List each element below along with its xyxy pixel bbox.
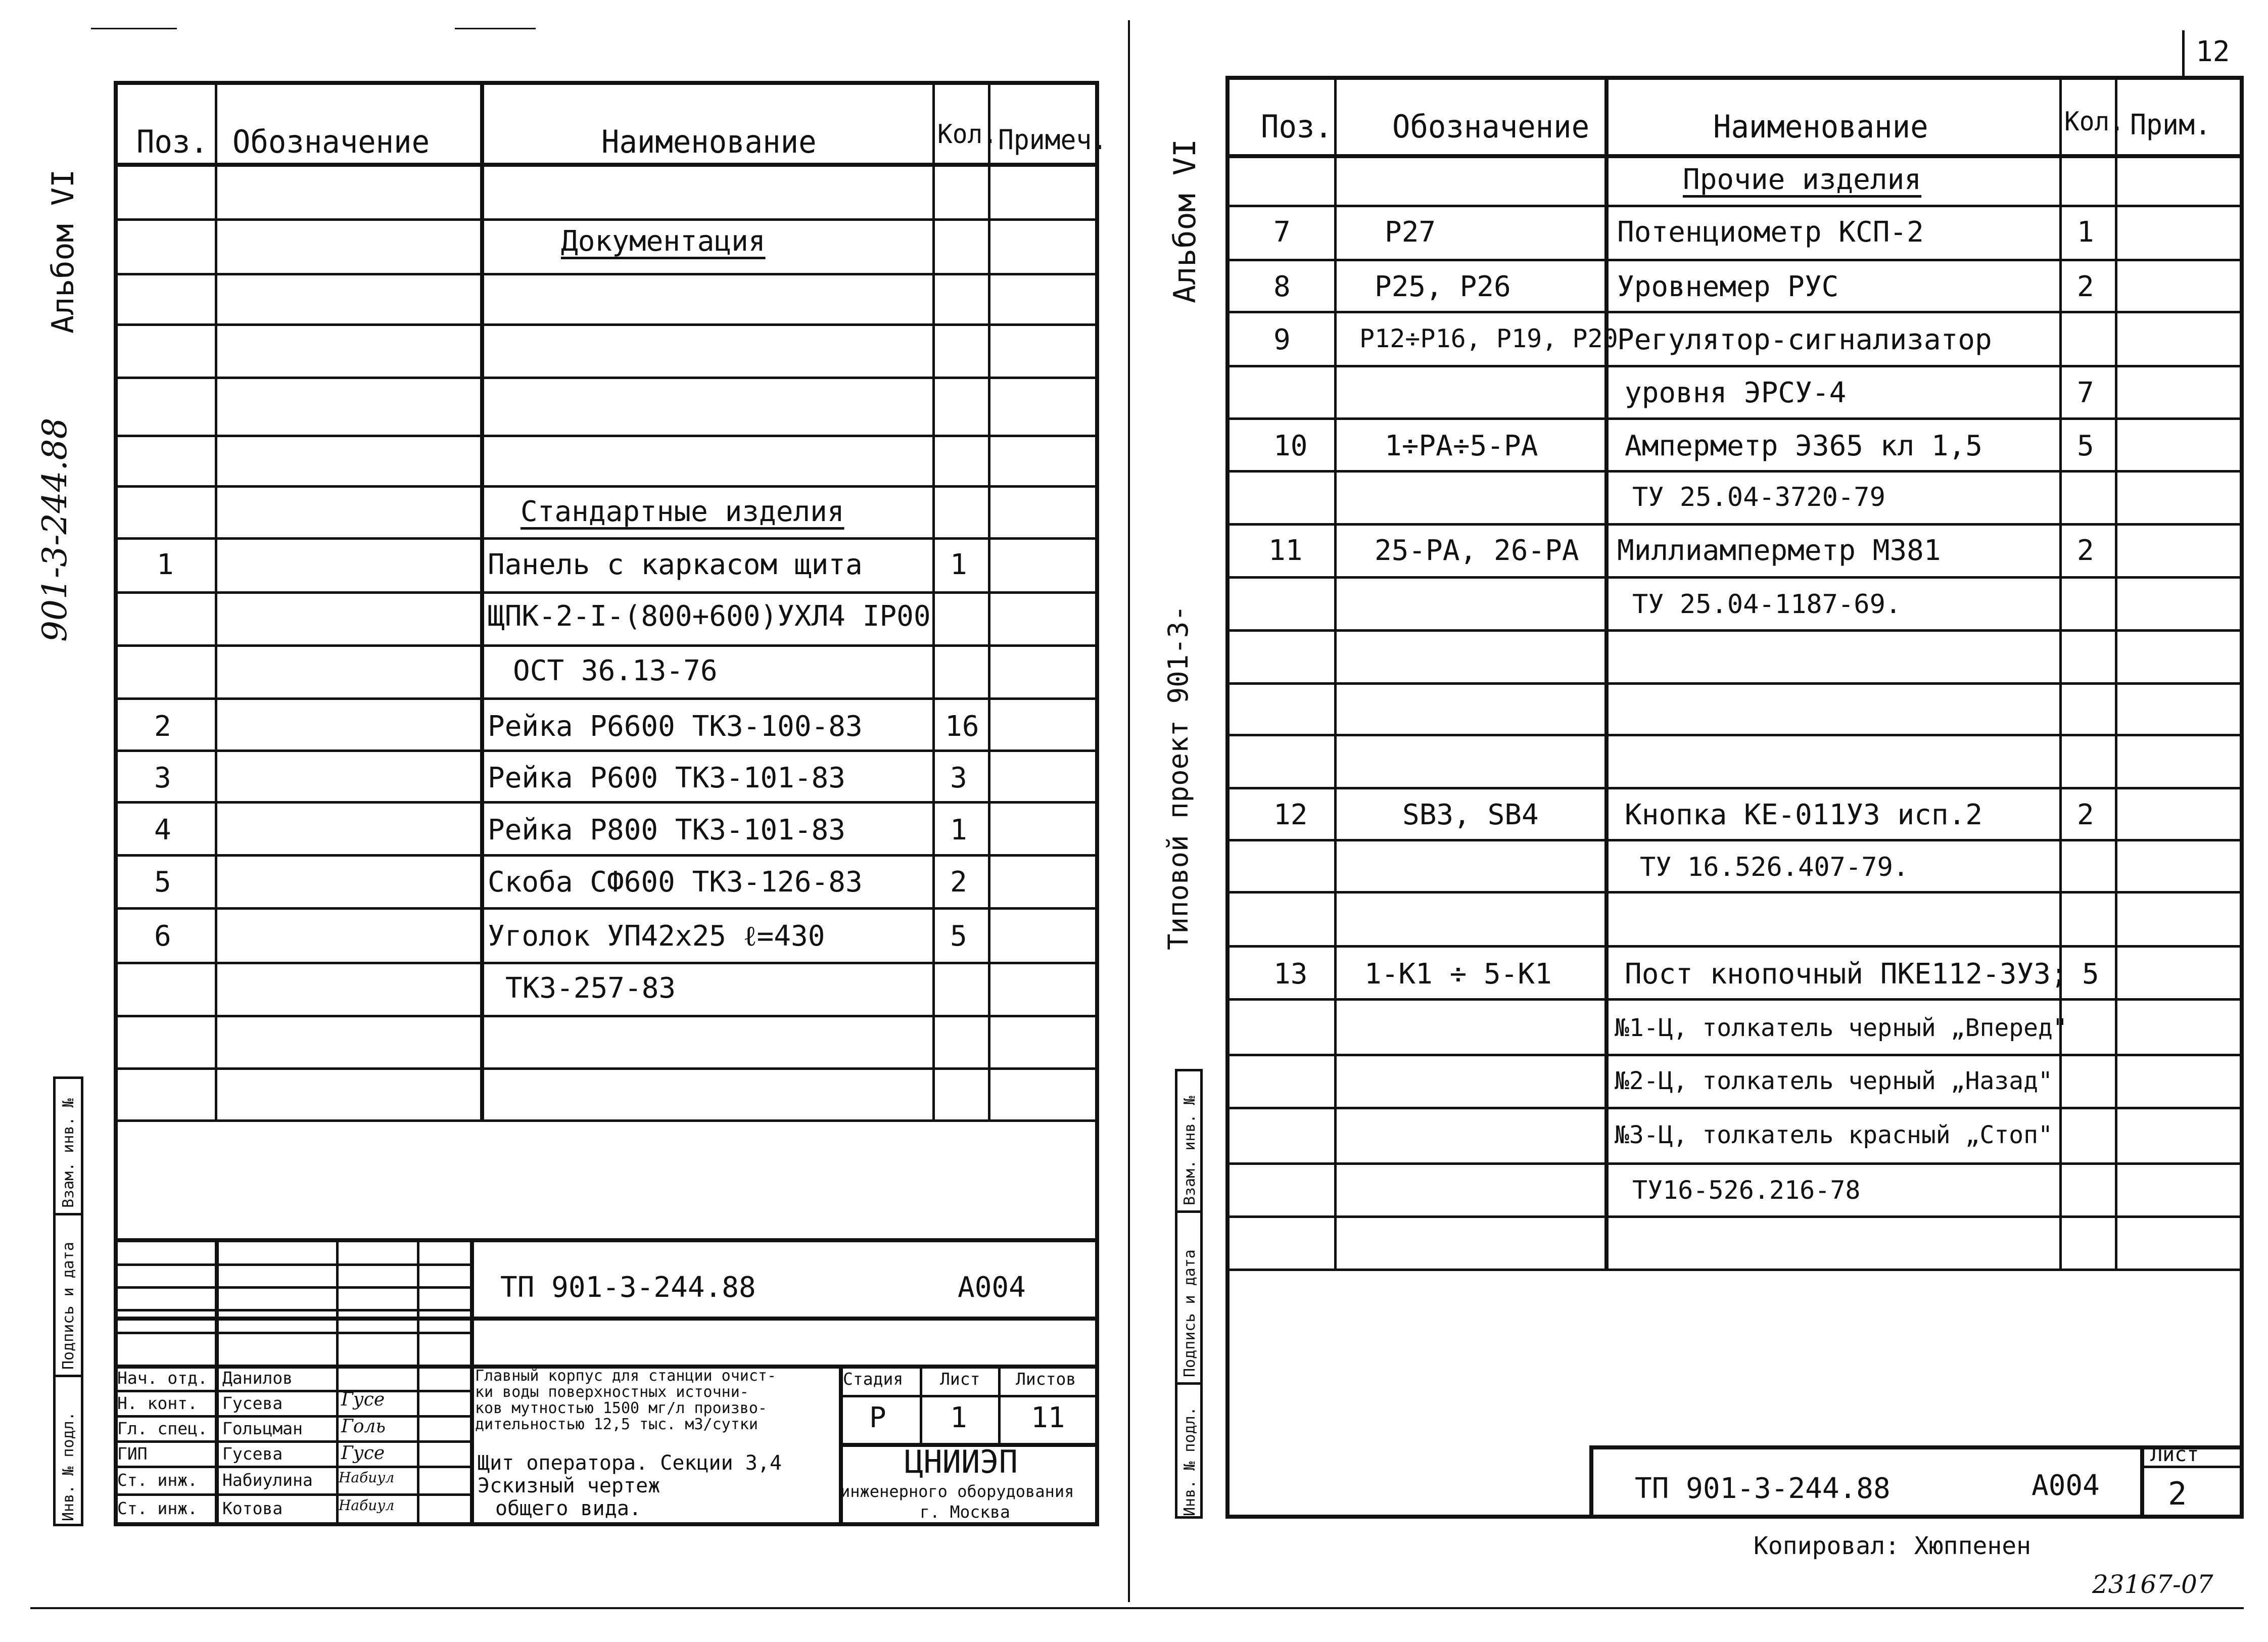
right-row-name: Уровнемер РУС [1617,270,1839,303]
tb-sheet: 2 [2168,1475,2187,1512]
right-row-designation: SB3, SB4 [1402,799,1539,831]
tb-col [839,1365,843,1526]
left-row-name: Уголок УП42х25 ℓ=430 [488,920,825,953]
left-row-name: ОСТ 36.13-76 [513,654,718,687]
left-row-line [114,218,1099,221]
right-row-designation: 1-К1 ÷ 5-К1 [1364,958,1552,991]
left-row-pos: 4 [154,814,171,847]
left-row-name: Рейка Р6600 ТКЗ-100-83 [488,710,863,743]
side-stamp-line [1175,1382,1203,1385]
left-row-line [114,962,1099,964]
tb-col [998,1365,1001,1443]
right-row-name: ТУ16-526.216-78 [1632,1176,1861,1205]
right-row-pos: 9 [1273,323,1291,356]
right-row-qty: 5 [2077,430,2094,462]
right-row-line [1225,1215,2244,1218]
left-row-line [114,854,1099,857]
tb-org: ЦНИИЭП [905,1443,1018,1480]
left-header-note: Примеч. [998,124,1108,156]
left-row-pos: 3 [154,762,171,794]
side-stamp-label: Инв. № подл. [60,1412,77,1521]
left-header-line [114,163,1099,167]
copied-by: Копировал: Хюппенен [1754,1532,2031,1560]
right-row-name: Миллиамперметр М381 [1617,534,1941,567]
left-row-name: ТКЗ-257-83 [505,972,676,1005]
tb-project-title: ков мутностью 1500 мг/л произво- [475,1399,767,1417]
right-col-line [1334,76,1337,1269]
right-row-qty: 1 [2077,216,2094,249]
right-row-line [1225,839,2244,841]
left-header-pos: Поз. [136,123,208,160]
vertical-project-code: 901-3-244.88 [35,417,74,642]
left-row-name: ЩПК-2-I-(800+600)УХЛ4 IP00 [488,600,931,633]
tb-sheets-label: Листов [1016,1369,1076,1389]
left-row-name: Рейка Р600 ТКЗ-101-83 [488,762,846,794]
left-row-qty: 1 [950,814,967,847]
side-stamp-line [53,1375,83,1377]
right-row-line [1225,1162,2244,1165]
left-row-qty: 2 [950,866,967,899]
right-row-line [1225,682,2244,685]
right-row-line [1225,1269,2244,1271]
tb-sheet-title: общего вида. [495,1497,641,1520]
right-row-name: уровня ЭРСУ-4 [1625,377,1847,409]
left-row-line [114,537,1099,540]
tb-person: Гусева [222,1393,283,1413]
right-row-pos: 10 [1273,430,1308,462]
bottom-edge-line [30,1607,2244,1609]
tb-person: Котова [222,1498,283,1518]
left-row-qty: 16 [945,710,979,743]
left-row-line [114,377,1099,379]
tb-sheet-label: Лист [940,1369,980,1389]
left-header-qty: Кол. [937,119,998,150]
archive-number: 23167-07 [2092,1570,2213,1599]
signature: Гусе [341,1443,385,1464]
album-label-left: Альбом VI [45,169,81,334]
left-row-line [114,697,1099,700]
tb-col [215,1238,219,1526]
right-row-line [1225,523,2244,526]
center-fold-line [1128,20,1130,1602]
right-row-qty: 2 [2077,270,2094,303]
left-row-line [114,749,1099,752]
tb-code: ТП 901-3-244.88 [1635,1472,1891,1505]
left-row-name: Рейка Р800 ТКЗ-101-83 [488,814,846,847]
tb-project-title: ки воды поверхностных источни- [475,1383,749,1401]
right-header-designation: Обозначение [1392,108,1590,145]
vertical-project-label: Типовой проект 901-3- [1162,605,1194,950]
top-edge-mark-2 [455,28,536,29]
tb-sheet-label: Лист [2150,1443,2199,1466]
tb-role: Нач. отд. [117,1368,208,1388]
right-row-line [1225,311,2244,313]
top-edge-mark [91,28,177,29]
left-row-line [114,1067,1099,1070]
left-row-qty: 5 [950,920,967,953]
tb-org-sub: инженерного оборудования [840,1482,1074,1501]
left-row-line [114,435,1099,437]
left-row-pos: 2 [154,710,171,743]
tb-person: Набиулина [222,1470,313,1490]
signature: Гусе [341,1389,385,1410]
left-row-line [114,907,1099,910]
right-row-qty: 7 [2077,377,2094,409]
right-row-line [1225,945,2244,948]
left-row-line [114,644,1099,647]
side-stamp-label: Взам. инв. № [1181,1096,1199,1205]
right-row-name: ТУ 16.526.407-79. [1640,852,1909,882]
right-row-name: ТУ 25.04-3720-79 [1632,482,1885,512]
tb-role: Гл. спец. [117,1419,208,1438]
tb-line [114,1238,1099,1242]
tb-col [920,1365,922,1443]
side-stamp-label: Подпись и дата [60,1242,77,1370]
right-row-line [1225,629,2244,632]
signature: Набиул [339,1497,395,1514]
right-col-line [2115,76,2117,1269]
tb-org-city: г. Москва [920,1502,1010,1522]
right-row-designation: Р27 [1385,216,1436,249]
tb-sheet-title: Эскизный чертеж [478,1474,660,1497]
right-row-name: Регулятор-сигнализатор [1617,323,1992,356]
right-row-name: Кнопка КЕ-011У3 исп.2 [1625,799,1983,831]
left-row-name: Скоба СФ600 ТКЗ-126-83 [488,866,863,899]
tb-col [1589,1445,1593,1519]
right-row-name: Потенциометр КСП-2 [1617,216,1924,249]
signature: Голь [341,1416,386,1437]
left-row-qty: 3 [950,762,967,794]
tb-col [417,1238,419,1526]
tb-person: Данилов [222,1368,293,1388]
tb-col [470,1238,474,1526]
left-row-line [114,801,1099,804]
tb-project-title: дительностью 12,5 тыс. м3/сутки [475,1416,758,1433]
left-row-line [114,1119,1099,1122]
right-header-pos: Поз. [1261,108,1333,145]
tb-album: А004 [2031,1469,2100,1502]
right-col-line [1604,76,1609,1269]
right-row-line [1225,1107,2244,1109]
tb-person: Гусева [222,1444,283,1464]
tb-sheet: 1 [950,1401,967,1434]
right-row-name: №2-Ц, толкатель черный „Назад" [1615,1067,2053,1095]
side-stamp-label: Взам. инв. № [60,1098,77,1208]
right-row-designation: Р12÷Р16, Р19, Р20 [1359,324,1618,353]
right-row-name: №3-Ц, толкатель красный „Стоп" [1615,1121,2053,1149]
tb-person: Гольцман [222,1419,303,1438]
right-row-name: Пост кнопочный ПКЕ112-3У3; [1625,958,2068,991]
right-header-qty: Кол. [2064,107,2124,137]
tb-line [839,1395,1099,1397]
side-stamp-line [1175,1210,1203,1213]
left-row-name: Документация [561,225,766,258]
right-header-name: Наименование [1713,108,1928,145]
left-row-pos: 6 [154,920,171,953]
signature: Набиул [339,1469,395,1486]
album-label-right: Альбом VI [1167,138,1203,303]
tb-line [1589,1445,2244,1449]
right-row-line [1225,891,2244,894]
left-row-qty: 1 [950,548,967,581]
right-header-line [1225,154,2244,158]
left-row-pos: 5 [154,866,171,899]
right-row-name: №1-Ц, толкатель черный „Вперед" [1615,1014,2067,1042]
left-row-name: Панель с каркасом щита [488,548,863,581]
left-row-line [114,485,1099,488]
tb-role: Ст. инж. [117,1470,198,1490]
left-row-line [114,1015,1099,1017]
right-row-line [1225,576,2244,579]
tb-stage-label: Стадия [843,1369,904,1389]
tb-line [114,1317,1099,1321]
right-col-line [2059,76,2062,1269]
tb-project-title: Главный корпус для станции очист- [475,1367,777,1385]
left-row-line [114,591,1099,594]
right-row-name: Прочие изделия [1683,163,1922,196]
left-row-line [114,273,1099,275]
right-row-line [1225,787,2244,789]
right-row-pos: 8 [1273,270,1291,303]
right-row-line [1225,205,2244,207]
right-row-line [1225,1054,2244,1056]
left-row-pos: 1 [157,548,174,581]
tb-role: Н. конт. [117,1393,198,1413]
tb-role: ГИП [117,1444,148,1464]
page-number: 12 [2196,35,2230,68]
tb-col [2140,1445,2144,1519]
right-row-line [1225,417,2244,420]
right-row-line [1225,470,2244,473]
right-row-line [1225,734,2244,736]
right-row-pos: 7 [1273,216,1291,249]
right-header-note: Прим. [2130,109,2211,142]
tb-code: ТП 901-3-244.88 [500,1271,756,1304]
right-row-name: Амперметр Э365 кл 1,5 [1625,430,1983,462]
right-row-qty: 2 [2077,799,2094,831]
left-header-designation: Обозначение [232,123,430,160]
right-row-designation: Р25, Р26 [1375,270,1511,303]
right-row-name: ТУ 25.04-1187-69. [1632,589,1902,620]
side-stamp-label: Подпись и дата [1181,1249,1199,1377]
right-row-qty: 5 [2082,958,2099,991]
right-row-designation: 25-РА, 26-РА [1375,534,1579,567]
right-row-line [1225,998,2244,1001]
right-row-line [1225,365,2244,367]
right-row-line [1225,259,2244,261]
right-row-pos: 13 [1273,958,1308,991]
side-stamp-label: Инв. № подл. [1181,1406,1199,1516]
right-row-qty: 2 [2077,534,2094,567]
left-header-name: Наименование [601,123,817,160]
right-row-pos: 12 [1273,799,1308,831]
side-stamp-line [53,1213,83,1215]
left-row-name: Стандартные изделия [521,495,844,528]
right-row-designation: 1÷РА÷5-РА [1385,430,1538,462]
left-row-line [114,323,1099,326]
tb-sheets: 11 [1031,1401,1065,1434]
right-row-pos: 11 [1268,534,1303,567]
tb-album: А004 [958,1271,1026,1304]
tb-stage: Р [869,1401,886,1434]
tb-sheet-title: Щит оператора. Секции 3,4 [478,1451,782,1475]
tb-role: Ст. инж. [117,1498,198,1518]
